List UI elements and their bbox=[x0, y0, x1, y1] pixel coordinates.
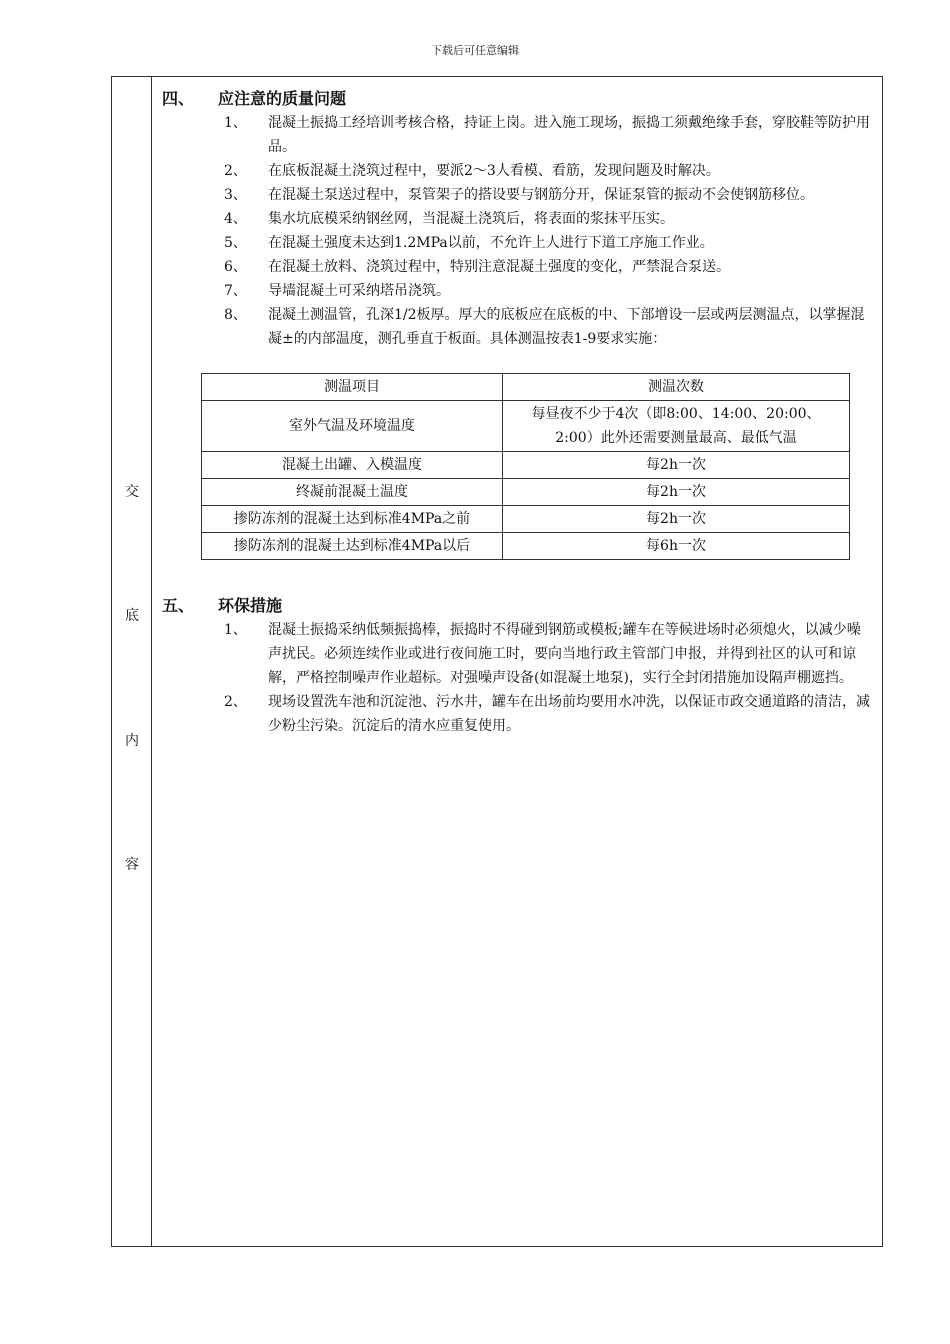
table-cell: 掺防冻剂的混凝土达到标准4MPa以后 bbox=[202, 533, 503, 560]
item-text: 在混凝土强度未达到1.2MPa以前，不允许上人进行下道工序施工作业。 bbox=[268, 235, 714, 251]
item-index: 5、 bbox=[224, 235, 247, 251]
item-index: 1、 bbox=[224, 115, 247, 131]
item-text: 导墙混凝土可采纳塔吊浇筑。 bbox=[268, 283, 450, 299]
item-index: 8、 bbox=[224, 307, 247, 323]
table-cell: 每2h一次 bbox=[503, 479, 850, 506]
item-index: 7、 bbox=[224, 283, 247, 299]
list-item bbox=[162, 690, 874, 738]
table-header-cell: 测温次数 bbox=[503, 374, 850, 401]
list-item bbox=[162, 618, 874, 690]
item-index: 2、 bbox=[224, 694, 247, 710]
list-item bbox=[162, 255, 874, 279]
item-text: 混凝土振捣采纳低频振捣棒，振捣时不得碰到钢筋或模板;罐车在等候进场时必须熄火，以减少噪声扰民。必须连续作业或进行夜间施工时，要向当地行政主管部门申报，并得到社区的认可和谅解，严格控制噪声作业超标。对强噪声设备(如混凝土地泵)，实行全封闭措施加设隔声棚遮挡。 bbox=[268, 622, 861, 686]
item-index: 3、 bbox=[224, 187, 247, 203]
section-number: 五、 bbox=[162, 596, 195, 615]
table-cell: 每2h一次 bbox=[503, 452, 850, 479]
item-text: 在混凝土放料、浇筑过程中，特别注意混凝土强度的变化，严禁混合泵送。 bbox=[268, 259, 730, 275]
list-item bbox=[162, 159, 874, 183]
table-row bbox=[202, 533, 850, 560]
section-title: 环保措施 bbox=[218, 596, 283, 615]
section-4-heading bbox=[162, 87, 874, 111]
left-label-char: 底 bbox=[125, 608, 139, 624]
table-row bbox=[202, 506, 850, 533]
disclosure-form bbox=[111, 76, 883, 1247]
item-text: 混凝土测温管，孔深1/2板厚。厚大的底板应在底板的中、下部增设一层或两层测温点，以掌握混凝±的内部温度，测孔垂直于板面。具体测温按表1-9要求实施： bbox=[268, 307, 865, 347]
table-cell: 每6h一次 bbox=[503, 533, 850, 560]
section-title: 应注意的质量问题 bbox=[218, 89, 347, 108]
item-text: 混凝土振捣工经培训考核合格，持证上岗。进入施工现场，振捣工须戴绝缘手套，穿胶鞋等防护用品。 bbox=[268, 115, 870, 155]
left-label-char: 容 bbox=[125, 857, 139, 873]
list-item bbox=[162, 183, 874, 207]
item-text: 在底板混凝土浇筑过程中，要派2～3人看模、看筋，发现问题及时解决。 bbox=[268, 163, 720, 179]
item-text: 集水坑底模采纳钢丝网，当混凝土浇筑后，将表面的浆抹平压实。 bbox=[268, 211, 674, 227]
section-number: 四、 bbox=[162, 89, 195, 108]
temperature-measurement-table bbox=[201, 373, 850, 560]
left-label-column bbox=[112, 77, 152, 1246]
table-row bbox=[202, 401, 850, 452]
left-label-char: 交 bbox=[125, 484, 139, 500]
table-cell: 每2h一次 bbox=[503, 506, 850, 533]
list-item bbox=[162, 279, 874, 303]
item-text: 现场设置洗车池和沉淀池、污水井，罐车在出场前均要用水冲洗，以保证市政交通道路的清洁，减少粉尘污染。沉淀后的清水应重复使用。 bbox=[268, 694, 870, 734]
list-item bbox=[162, 231, 874, 255]
content-area bbox=[162, 87, 874, 738]
item-index: 6、 bbox=[224, 259, 247, 275]
table-cell: 终凝前混凝土温度 bbox=[202, 479, 503, 506]
header-note: 下载后可任意编辑 bbox=[431, 44, 519, 57]
item-text: 在混凝土泵送过程中，泵管架子的搭设要与钢筋分开，保证泵管的振动不会使钢筋移位。 bbox=[268, 187, 814, 203]
list-item bbox=[162, 207, 874, 231]
table-cell: 混凝土出罐、入模温度 bbox=[202, 452, 503, 479]
list-item bbox=[162, 303, 874, 351]
table-header-cell: 测温项目 bbox=[202, 374, 503, 401]
table-cell: 掺防冻剂的混凝土达到标准4MPa之前 bbox=[202, 506, 503, 533]
table-row bbox=[202, 479, 850, 506]
item-index: 4、 bbox=[224, 211, 247, 227]
item-index: 2、 bbox=[224, 163, 247, 179]
item-index: 1、 bbox=[224, 622, 247, 638]
left-label-char: 内 bbox=[125, 733, 139, 749]
table-cell: 每昼夜不少于4次（即8:00、14:00、20:00、2:00）此外还需要测量最高、最低气温 bbox=[503, 401, 850, 452]
table-header-row bbox=[202, 374, 850, 401]
list-item bbox=[162, 111, 874, 159]
section-5-heading bbox=[162, 594, 874, 618]
table-row bbox=[202, 452, 850, 479]
table-cell: 室外气温及环境温度 bbox=[202, 401, 503, 452]
